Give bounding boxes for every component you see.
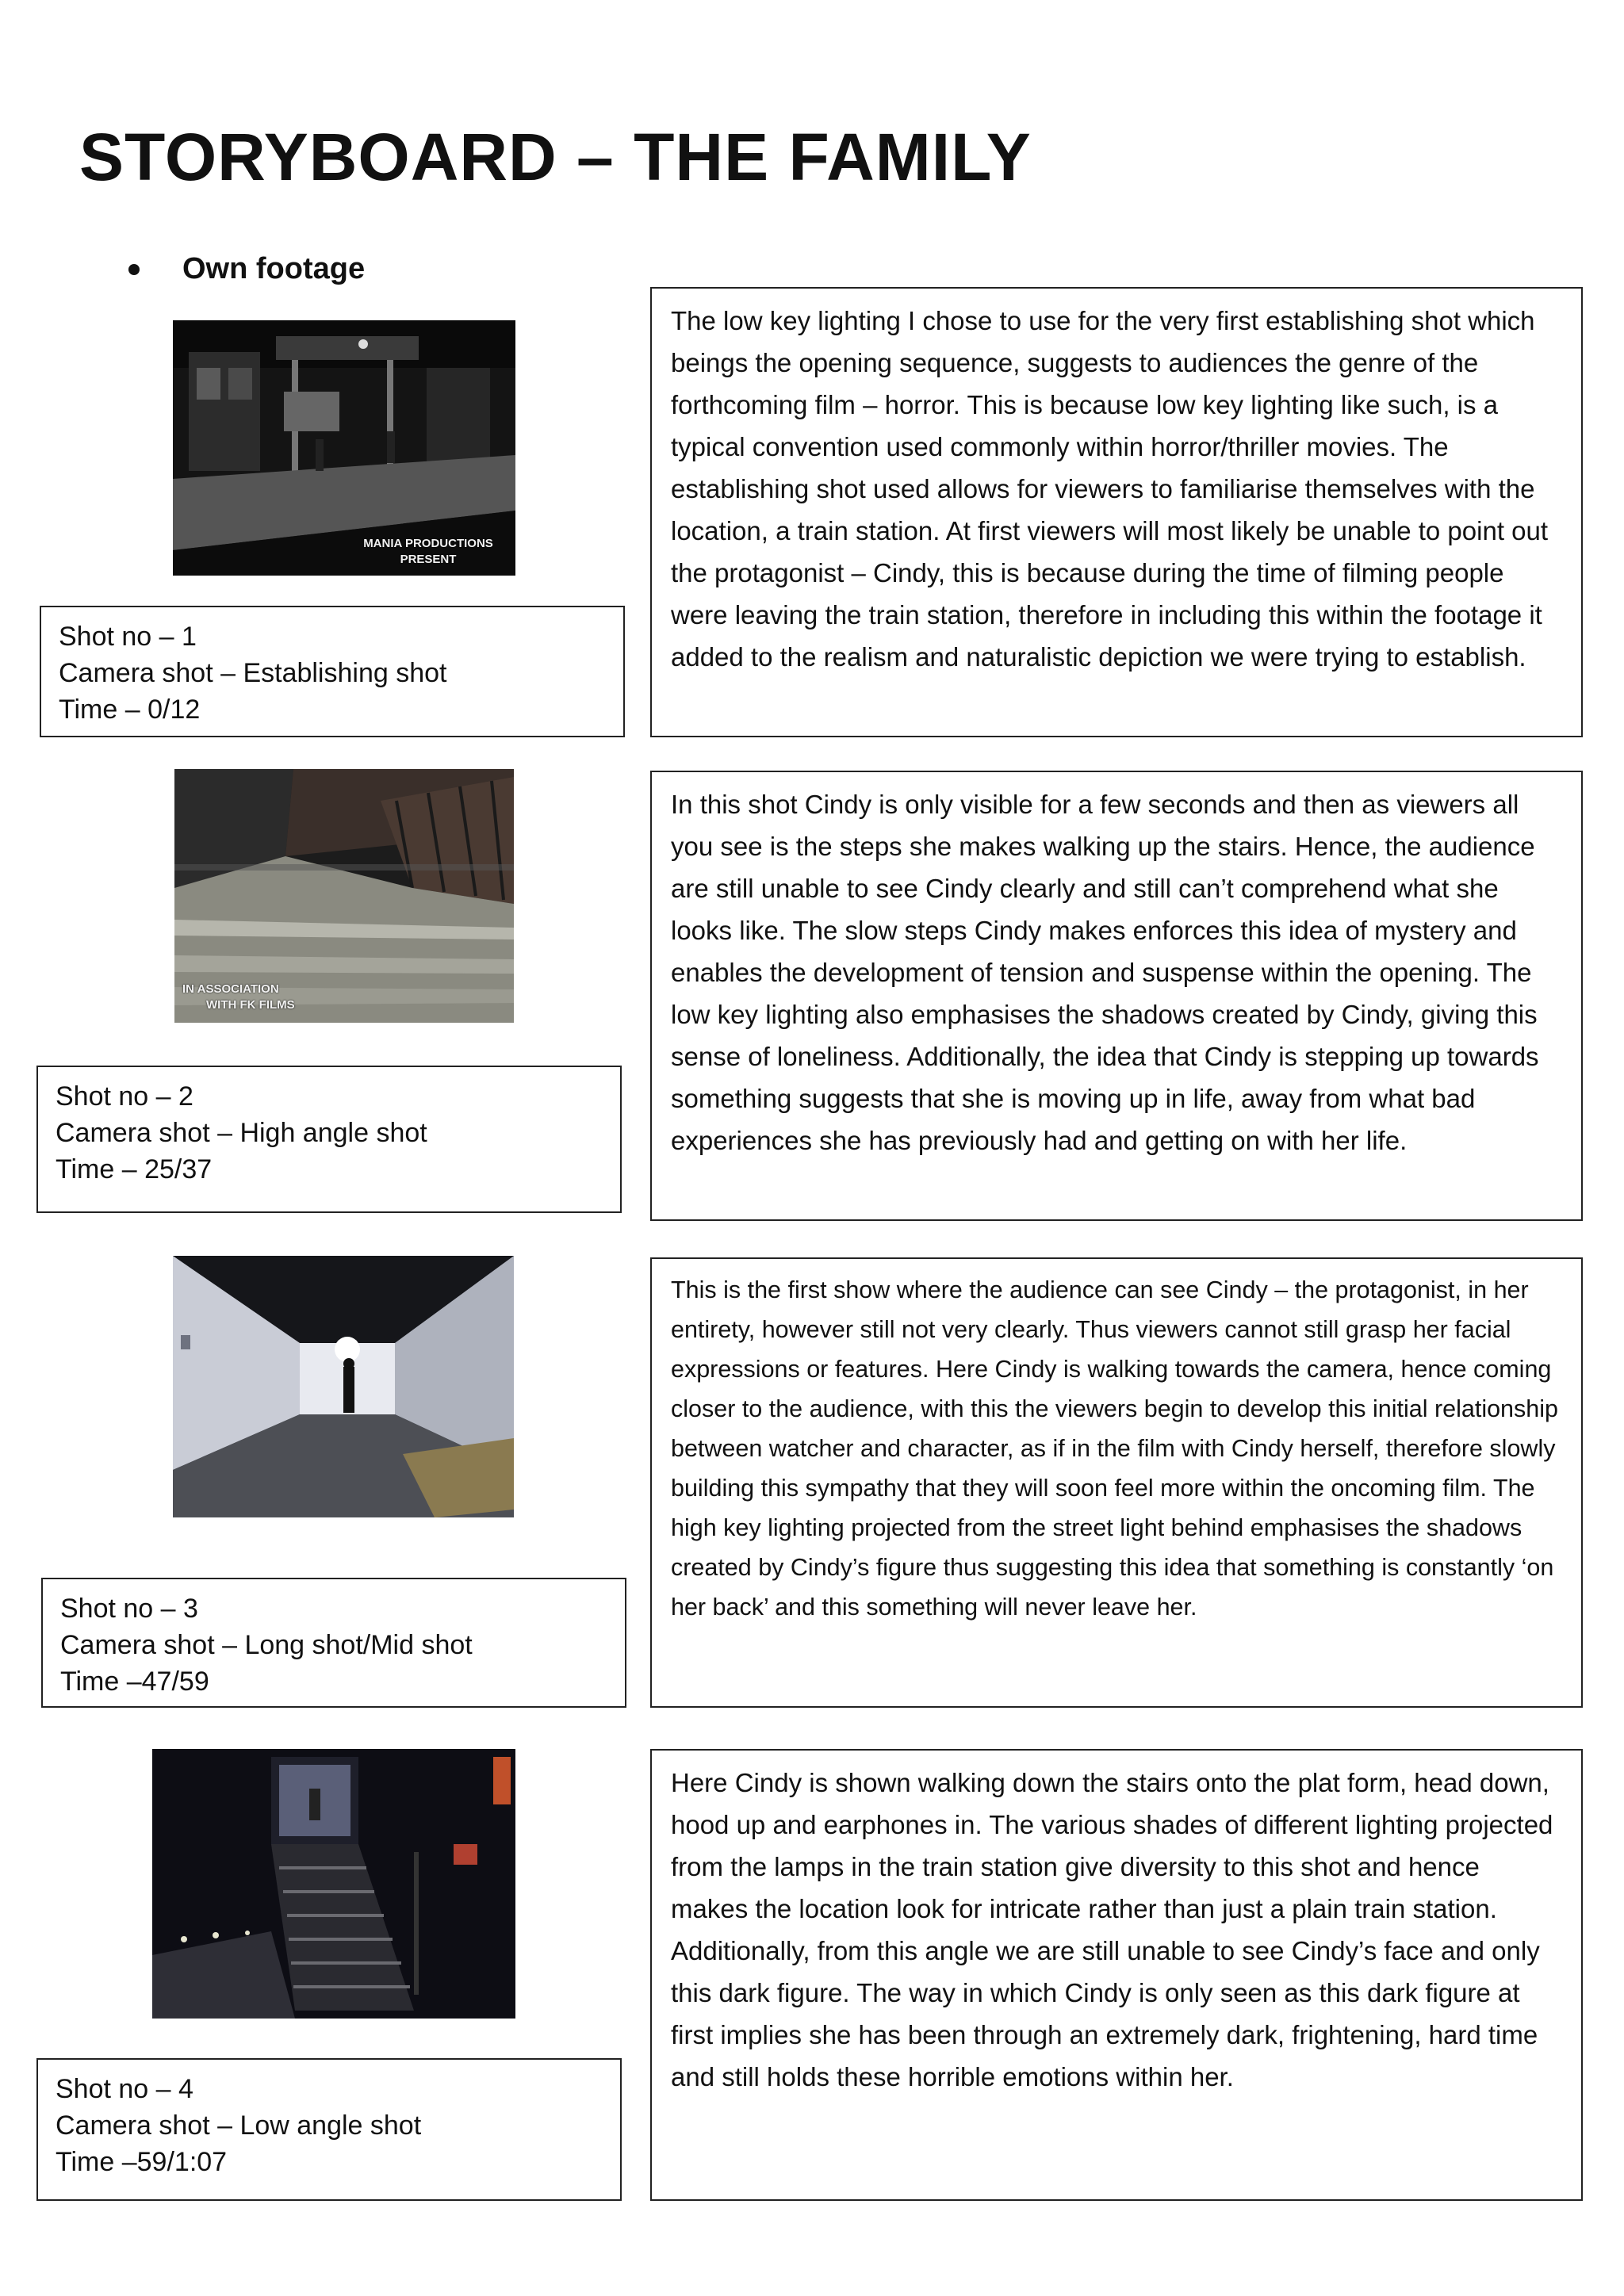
- shot-4-description: Here Cindy is shown walking down the stairs onto the plat form, head down, hood up and earphones in. The various shades of different lighting projected from the lamps in the train station give diversity to this shot and hence makes the location look for intricate rather than just a plain train station. Additionally, from this angle we are still unable to see Cindy’s face and only this dark figure. The way in which Cindy is only seen as this dark figure at first implies she has been through an extremely dark, frightening, hard time and still holds these horrible emotions within her.: [650, 1749, 1583, 2201]
- shot-2-overlay: IN ASSOCIATION WITH FK FILMS: [182, 982, 295, 1012]
- shot-time: Time –59/1:07: [56, 2147, 228, 2177]
- bullet-own-footage: [128, 252, 365, 286]
- shot-3-thumbnail: [173, 1256, 514, 1517]
- shot-time: Time –47/59: [60, 1667, 209, 1697]
- shot-time: Time – 25/37: [56, 1154, 213, 1184]
- shot-number: Shot no – 2: [56, 1081, 193, 1112]
- camera-shot: Camera shot – Establishing shot: [59, 658, 447, 688]
- shot-2-description: In this shot Cindy is only visible for a few seconds and then as viewers all you see is the steps she makes walking up the stairs. Hence, the audience are still unable to see Cindy clearly and still can’t comprehend what she looks like. The slow steps Cindy makes enforces this idea of mystery and enables the development of tension and suspense within the opening. The low key lighting also emphasises the shadows created by Cindy, giving this sense of loneliness. Additionally, the idea that Cindy is stepping up towards something suggests that she is moving up in life, away from what bad experiences she has previously had and getting on with her life.: [650, 771, 1583, 1221]
- bullet-label: Own footage: [182, 252, 366, 285]
- shot-number: Shot no – 3: [60, 1594, 198, 1624]
- shot-1-caption: [40, 606, 625, 737]
- shot-4-thumbnail: [152, 1749, 515, 2019]
- shot-1-thumbnail: [173, 320, 515, 576]
- shot-2-caption: [36, 1066, 622, 1213]
- shot-number: Shot no – 4: [56, 2074, 193, 2104]
- bullet-dot-icon: [128, 264, 140, 275]
- shot-1-overlay: MANIA PRODUCTIONS PRESENT: [363, 537, 493, 566]
- shot-2-thumbnail: [174, 769, 514, 1023]
- page-title: STORYBOARD – THE FAMILY: [79, 120, 1032, 194]
- shot-4-caption: [36, 2058, 622, 2201]
- shot-time: Time – 0/12: [59, 695, 201, 725]
- camera-shot: Camera shot – Long shot/Mid shot: [60, 1630, 473, 1660]
- shot-3-description: This is the first show where the audience can see Cindy – the protagonist, in her entirety, however still not very clearly. Thus viewers cannot still grasp her facial expressions or features. Here Cindy is walking towards the camera, hence coming closer to the audience, with this the viewers begin to develop this initial relationship between watcher and character, as if in the film with Cindy herself, therefore slowly building this sympathy that they will soon feel more within the oncoming film. The high key lighting projected from the street light behind emphasises the shadows created by Cindy’s figure thus suggesting this idea that something is constantly ‘on her back’ and this something will never leave her.: [650, 1257, 1583, 1708]
- shot-number: Shot no – 1: [59, 622, 197, 652]
- camera-shot: Camera shot – Low angle shot: [56, 2110, 422, 2141]
- shot-3-caption: [41, 1578, 626, 1708]
- camera-shot: Camera shot – High angle shot: [56, 1118, 427, 1148]
- shot-1-description: The low key lighting I chose to use for the very first establishing shot which beings the opening sequence, suggests to audiences the genre of the forthcoming film – horror. This is because low key lighting like such, is a typical convention used commonly within horror/thriller movies. The establishing shot used allows for viewers to familiarise themselves with the location, a train station. At first viewers will most likely be unable to point out the protagonist – Cindy, this is because during the time of filming people were leaving the train station, therefore in including this within the footage it added to the realism and naturalistic depiction we were trying to establish.: [650, 287, 1583, 737]
